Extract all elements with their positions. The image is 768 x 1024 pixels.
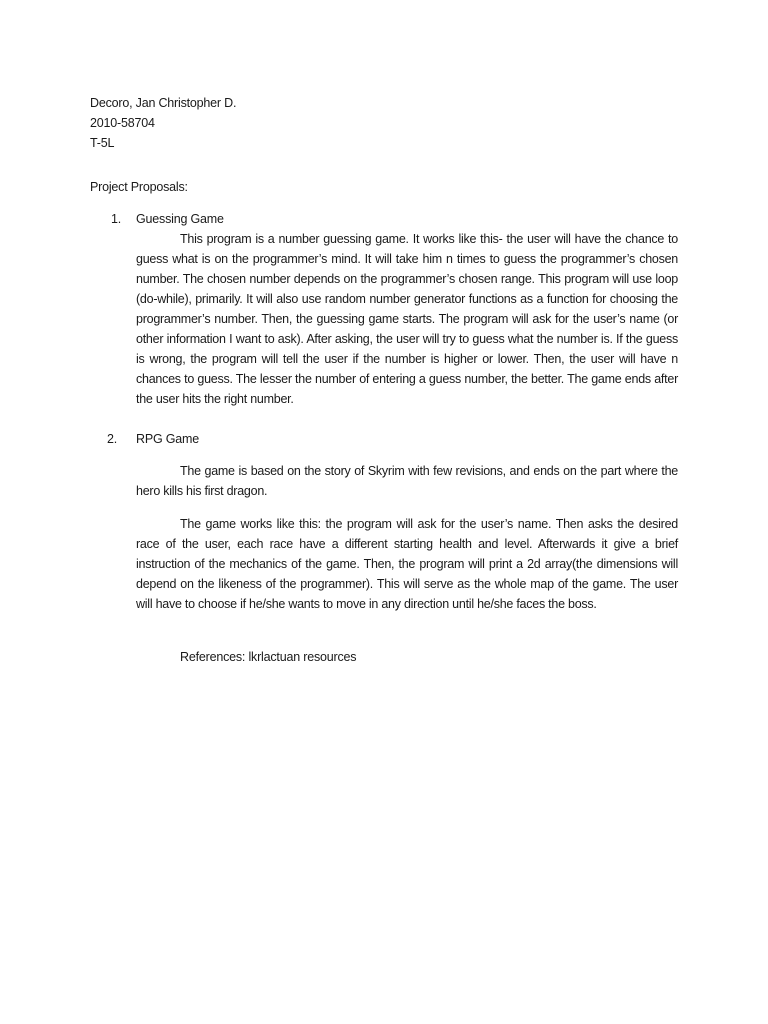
proposal-2-title: RPG Game [136,432,199,446]
proposal-2-mechanics: The game works like this: the program will ask for the user’s name. Then asks the desired race of the user, each race have a different starting health and level. Afterwards it give a brief instruction of the mechanics of the game. Then, the program will print a 2d array(the dimensions will depend on the likeness of the programmer). This will serve as the whole map of the game. The user will have to choose if he/she wants to move in any direction until he/she faces the boss. [136,517,678,611]
proposal-2-story: The game is based on the story of Skyrim with few revisions, and ends on the part where the hero kills his first dragon. [136,464,678,498]
references: References: lkrlactuan resources [180,650,357,664]
author-name: Decoro, Jan Christopher D. [90,96,237,110]
proposal-2-number: 2. [107,432,118,446]
section-code: T-5L [90,136,115,150]
author-info [90,93,236,153]
proposal-1-title: Guessing Game [136,212,224,226]
proposal-1-description: This program is a number guessing game. It works like this- the user will have the chance to guess what is on the programmer’s mind. It will take him n times to guess the programmer’s chosen number. The chosen number depends on the programmer’s chosen range. This program will use loop (do-while), primarily. It will also use random number generator functions as a function for choosing the programmer’s number. Then, the guessing game starts. The program will ask for the user’s name (or other information I want to ask). After asking, the user will try to guess what the number is. If the guess is wrong, the program will tell the user if the number is higher or lower. Then, the user will have n chances to guess. The lesser the number of entering a guess number, the better. The game ends after the user hits the right number. [136,232,678,406]
proposals-heading: Project Proposals: [90,180,188,194]
proposal-1-number: 1. [111,212,122,226]
student-number: 2010-58704 [90,116,155,130]
